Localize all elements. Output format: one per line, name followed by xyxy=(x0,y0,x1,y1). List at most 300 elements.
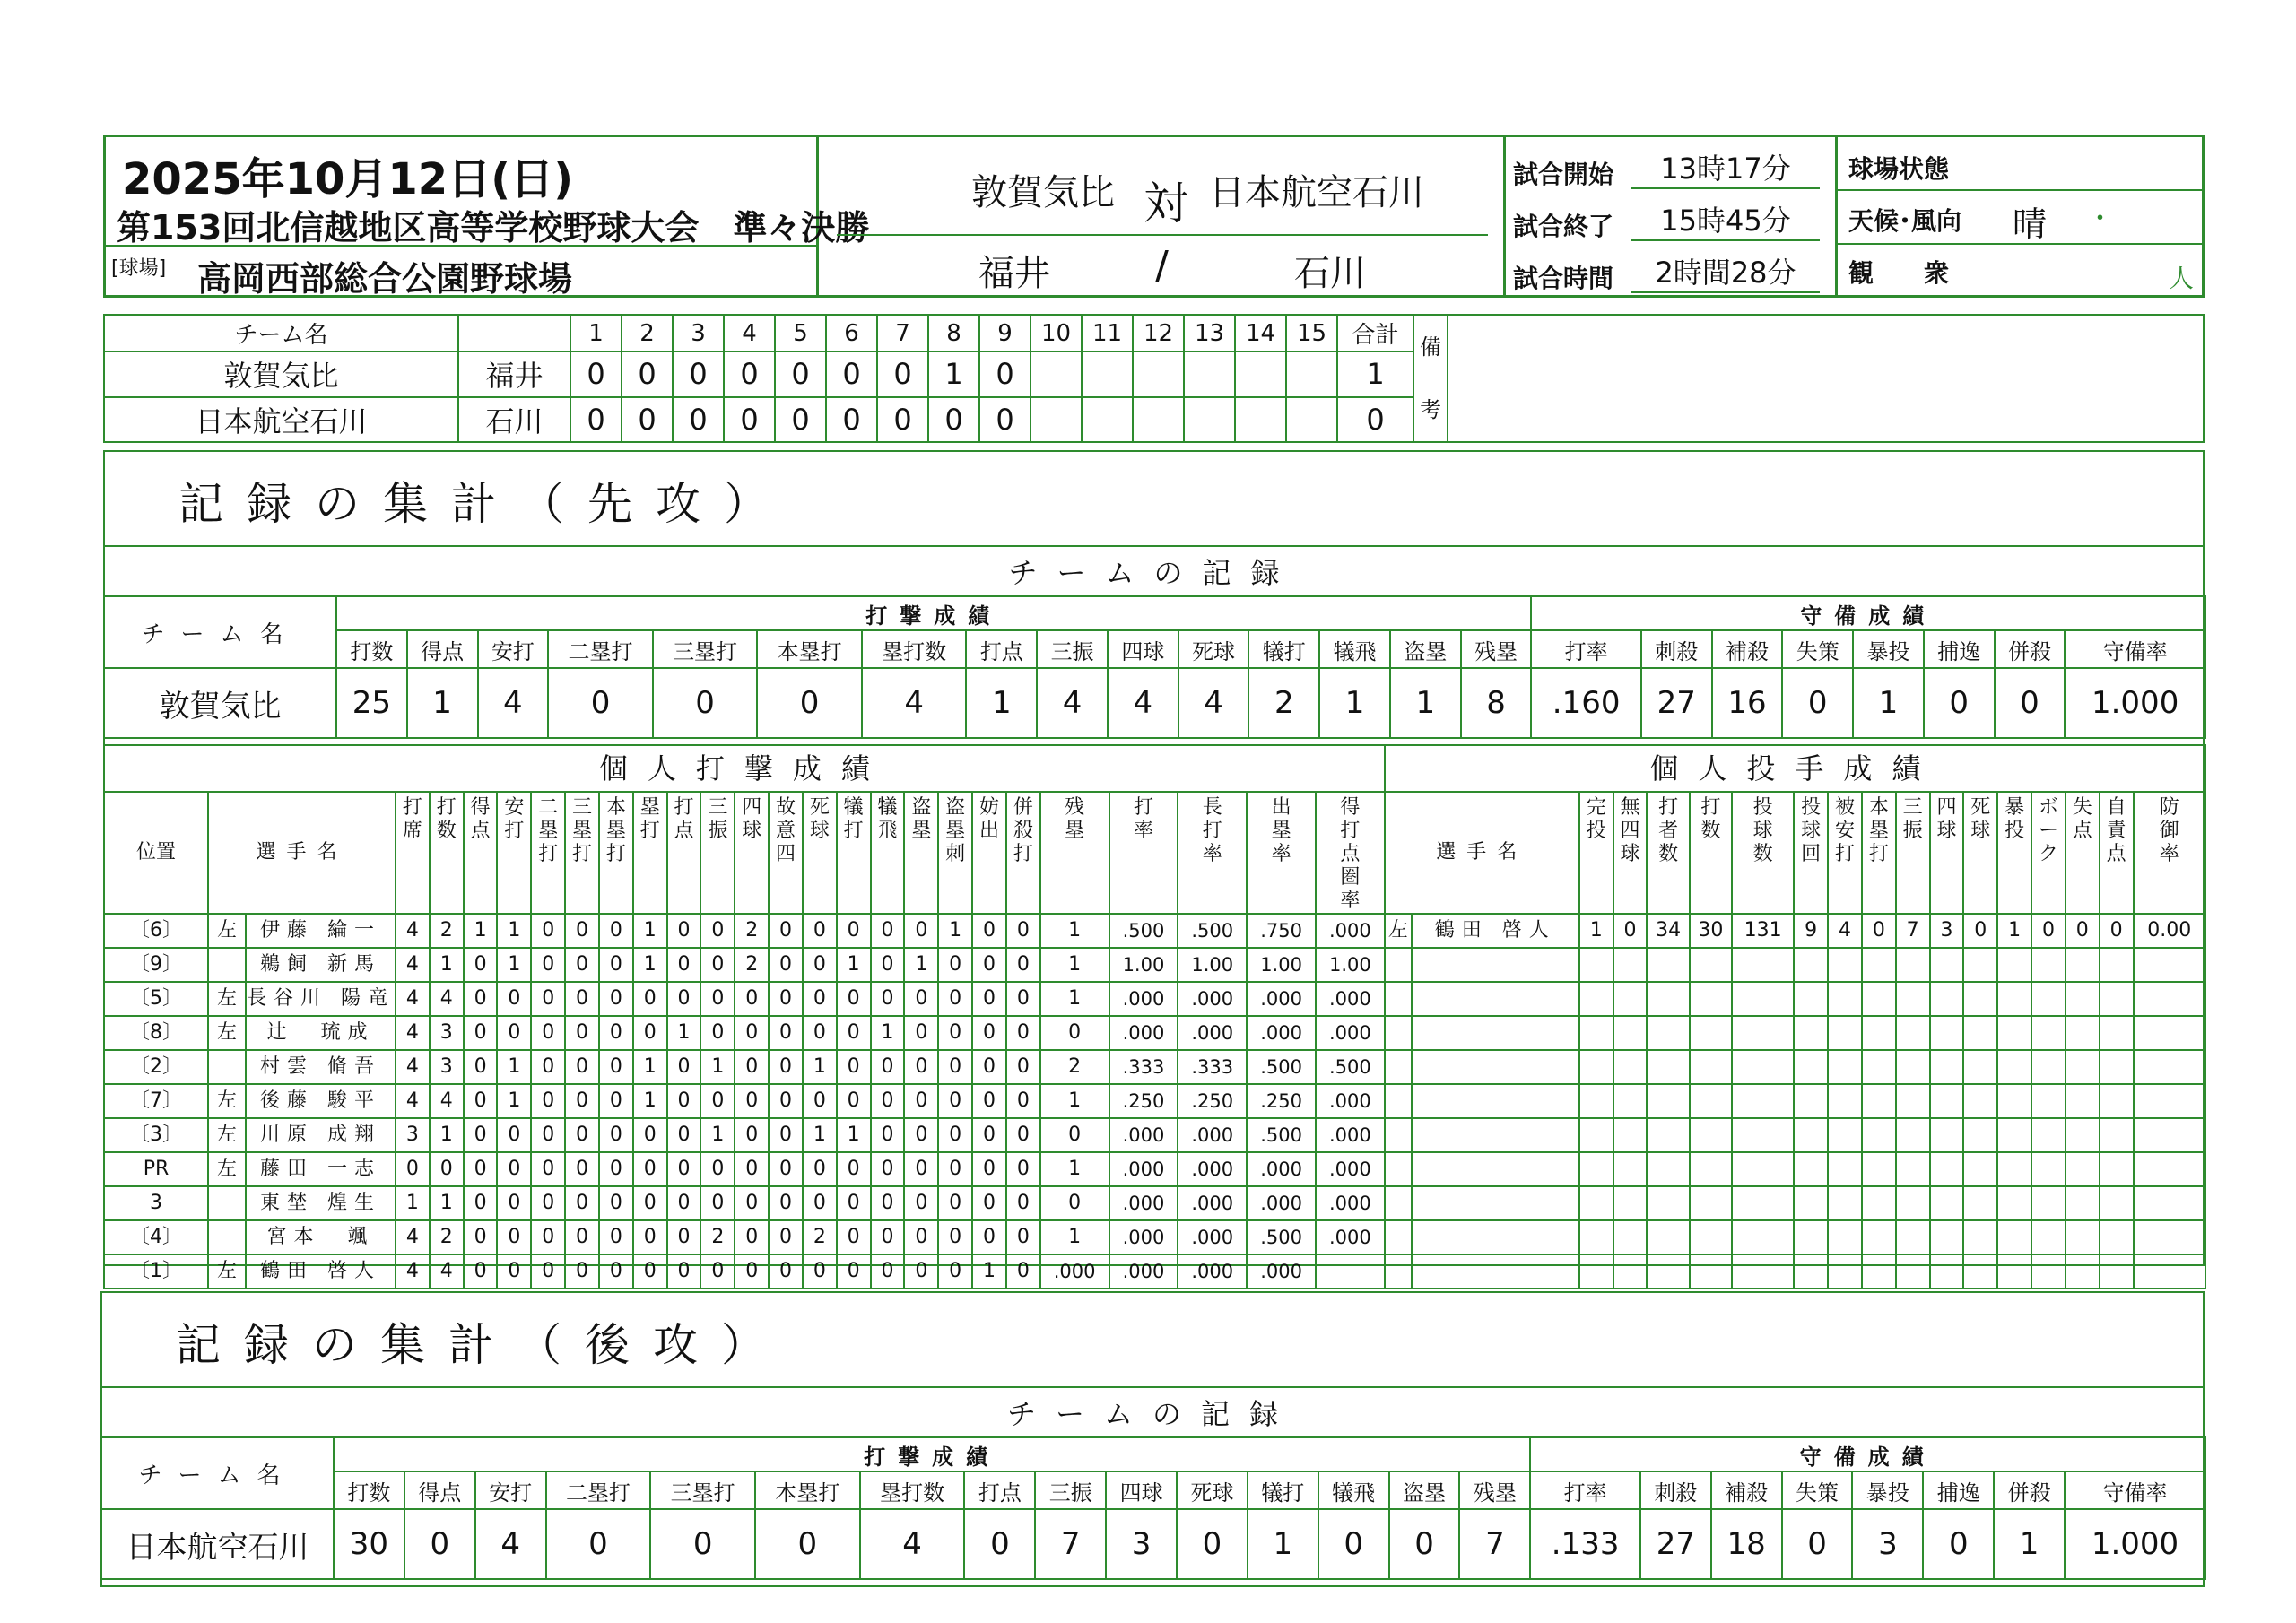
pitching-column-header: 無 四 球 xyxy=(1613,792,1648,914)
stat-column-header: 犠打 xyxy=(1248,1471,1318,1509)
batter-row xyxy=(104,1220,2205,1254)
pitching-column-header: 被 安 打 xyxy=(1828,792,1862,914)
team-stat-value: 0 xyxy=(546,1509,651,1579)
game-header xyxy=(103,135,2205,298)
team-stat-value: 1.000 xyxy=(2065,1509,2205,1579)
batting-stat: 0 xyxy=(633,1220,667,1254)
pitching-stat xyxy=(1647,1118,1689,1152)
pitching-stat xyxy=(2066,1050,2100,1084)
pitching-stat xyxy=(1647,1220,1689,1254)
pitching-stat xyxy=(1896,1084,1930,1118)
pitching-stat xyxy=(1930,948,1964,982)
batting-stat: 0 xyxy=(938,1220,972,1254)
pitcher-hand xyxy=(1385,982,1412,1016)
team-stat-value: 4 xyxy=(1037,668,1108,738)
batting-stat: 0 xyxy=(735,1016,769,1050)
team-name-header: チーム名 xyxy=(101,1437,334,1509)
batting-stat: .000 xyxy=(1040,1254,1109,1289)
batter-name: 宮本 颯 xyxy=(246,1220,396,1254)
pitching-stat xyxy=(1963,1084,1997,1118)
batting-stat: 0 xyxy=(700,1016,735,1050)
pitching-stat xyxy=(1690,1118,1732,1152)
pitching-stat xyxy=(1613,1016,1648,1050)
pitching-stat xyxy=(1647,1050,1689,1084)
pitching-stat xyxy=(2031,1254,2066,1289)
stat-column-header: 打数 xyxy=(334,1471,404,1509)
batting-stat: 0 xyxy=(871,948,905,982)
batting-stat: 0 xyxy=(565,1152,599,1186)
inning-header: 1 xyxy=(570,315,622,352)
batting-stat: 0 xyxy=(599,982,633,1016)
pitching-stat xyxy=(1862,1152,1896,1186)
stat-column-header: 得点 xyxy=(404,1471,475,1509)
batting-stat: 4 xyxy=(396,982,430,1016)
batter-hand xyxy=(208,948,246,982)
pitching-stat xyxy=(1828,1220,1862,1254)
batter-name: 村雲 脩吾 xyxy=(246,1050,396,1084)
batting-stat: 0 xyxy=(904,1152,938,1186)
pitching-stat xyxy=(1862,1050,1896,1084)
divider xyxy=(837,234,1488,236)
stat-column-header: 本塁打 xyxy=(757,630,862,668)
batting-stat: 0 xyxy=(599,1118,633,1152)
batting-stat: 2 xyxy=(430,1220,464,1254)
pitching-stat xyxy=(2100,1254,2134,1289)
team-stat-value: .133 xyxy=(1530,1509,1640,1579)
batting-stat: 0 xyxy=(904,1254,938,1289)
inning-score xyxy=(1082,397,1133,443)
individual-stats-table xyxy=(103,744,2206,1289)
pitching-stat xyxy=(1732,1220,1794,1254)
inning-header: 12 xyxy=(1133,315,1184,352)
pitching-stat xyxy=(1732,1152,1794,1186)
batting-stat: 0 xyxy=(497,1220,531,1254)
batting-stat: 1.00 xyxy=(1316,948,1385,982)
batting-stat: 0 xyxy=(972,914,1006,948)
batting-stat: 0 xyxy=(633,982,667,1016)
inning-score: 0 xyxy=(622,352,673,396)
team1-prefecture: 福井 xyxy=(978,253,1050,294)
team-record-table xyxy=(100,1436,2206,1580)
batting-stat: 0 xyxy=(565,1050,599,1084)
batting-stat: 0 xyxy=(531,1050,565,1084)
pitching-stat xyxy=(1828,1152,1862,1186)
batting-stat: .000 xyxy=(1109,1118,1178,1152)
pitching-stat xyxy=(1690,1254,1732,1289)
stat-column-header: 三塁打 xyxy=(653,630,758,668)
pitching-column-header: 四 球 xyxy=(1930,792,1964,914)
pitching-stat xyxy=(1862,1016,1896,1050)
batting-stat: 4 xyxy=(396,1016,430,1050)
batting-stat: .000 xyxy=(1178,1220,1247,1254)
batter-row xyxy=(104,982,2205,1016)
batting-stat: 0 xyxy=(769,1220,803,1254)
batting-stat: 1 xyxy=(667,1016,701,1050)
pitcher-name xyxy=(1412,1016,1579,1050)
batting-stat: .000 xyxy=(1316,1118,1385,1152)
batting-stat: 0 xyxy=(871,914,905,948)
duration: 2時間28分 xyxy=(1631,250,1820,293)
pitcher-hand xyxy=(1385,1186,1412,1220)
pitching-stat xyxy=(1690,1084,1732,1118)
pitcher-name xyxy=(1412,1118,1579,1152)
pitching-stat xyxy=(1613,982,1648,1016)
stat-column-header: 暴投 xyxy=(1853,630,1924,668)
inning-score xyxy=(1235,352,1286,396)
stat-column-header: 打率 xyxy=(1530,1471,1640,1509)
batter-row xyxy=(104,1016,2205,1050)
stat-column-header: 刺殺 xyxy=(1641,630,1712,668)
batter-name: 辻 琉成 xyxy=(246,1016,396,1050)
batting-stat: 0 xyxy=(1006,1152,1040,1186)
pitching-stat: 0 xyxy=(2031,914,2066,948)
batting-stat: 0 xyxy=(633,1152,667,1186)
batting-stat: 0 xyxy=(1040,1016,1109,1050)
batting-stat: 4 xyxy=(430,1254,464,1289)
pitching-stat xyxy=(1862,1254,1896,1289)
pitching-stat xyxy=(1862,982,1896,1016)
stat-column-header: 死球 xyxy=(1177,1471,1248,1509)
stat-column-header: 二塁打 xyxy=(548,630,653,668)
pitching-column-header: 本 塁 打 xyxy=(1862,792,1896,914)
inning-header: 6 xyxy=(826,315,877,352)
team-name: 日本航空石川 xyxy=(104,397,458,443)
batting-stat: 0 xyxy=(497,1118,531,1152)
team-stat-value: 1 xyxy=(966,668,1037,738)
batting-column-header: 犠 飛 xyxy=(871,792,905,914)
batting-column-header: 打 数 xyxy=(430,792,464,914)
batting-stat: 0 xyxy=(1040,1118,1109,1152)
batting-stat: .250 xyxy=(1109,1084,1178,1118)
pitching-stat xyxy=(1613,1254,1648,1289)
pitching-stat xyxy=(1690,1050,1732,1084)
stat-column-header: 打率 xyxy=(1531,630,1640,668)
team-stat-value: 7 xyxy=(1035,1509,1106,1579)
batting-stat: 4 xyxy=(396,914,430,948)
batting-stat: .000 xyxy=(1316,1152,1385,1186)
batting-stat: 1 xyxy=(1040,914,1109,948)
batter-row xyxy=(104,1084,2205,1118)
batting-stat: 0 xyxy=(599,1084,633,1118)
pitching-stat xyxy=(1732,1254,1794,1289)
batting-stat: 0 xyxy=(531,1152,565,1186)
inning-header: 2 xyxy=(622,315,673,352)
individual-batting-title: 個人打撃成績 xyxy=(104,745,1385,792)
batting-stat: 0 xyxy=(938,1084,972,1118)
pitching-stat xyxy=(1613,1186,1648,1220)
batting-stat: 0 xyxy=(769,1152,803,1186)
batting-stat: 0 xyxy=(1006,948,1040,982)
batting-stat: .000 xyxy=(1247,1186,1316,1220)
pitching-stat xyxy=(1613,1084,1648,1118)
pitching-stat xyxy=(1732,1186,1794,1220)
pitching-stat xyxy=(1963,1016,1997,1050)
batter-row xyxy=(104,948,2205,982)
batting-stat: 0 xyxy=(464,1118,498,1152)
pitching-stat xyxy=(2031,1016,2066,1050)
batting-stat: .500 xyxy=(1109,914,1178,948)
inning-score xyxy=(1082,352,1133,396)
batting-stat: 0 xyxy=(837,1186,871,1220)
pitching-stat xyxy=(1613,1220,1648,1254)
inning-score: 0 xyxy=(673,352,724,396)
inning-score: 0 xyxy=(877,352,928,396)
batting-stat: .000 xyxy=(1109,982,1178,1016)
batting-stat: 0 xyxy=(803,1152,837,1186)
team-stat-value: 4 xyxy=(1108,668,1178,738)
stat-column-header: 犠打 xyxy=(1248,630,1319,668)
batting-stat: 0 xyxy=(938,948,972,982)
pitcher-name-header: 選手名 xyxy=(1385,792,1579,914)
inning-score xyxy=(1031,397,1082,443)
game-date: 2025年10月12日(日) xyxy=(122,154,574,204)
pitching-stat xyxy=(2066,1220,2100,1254)
batting-stat: 0 xyxy=(803,1186,837,1220)
batting-stat: 2 xyxy=(430,914,464,948)
pitching-stat xyxy=(1732,982,1794,1016)
batting-stat: 0 xyxy=(735,1118,769,1152)
pitcher-hand xyxy=(1385,1152,1412,1186)
batting-stat: 0 xyxy=(972,1186,1006,1220)
batting-stat: .333 xyxy=(1109,1050,1178,1084)
batting-stat: 0 xyxy=(837,1152,871,1186)
batter-name: 長谷川 陽竜 xyxy=(246,982,396,1016)
batting-stat: 4 xyxy=(396,1084,430,1118)
pitching-stat xyxy=(1963,1186,1997,1220)
individual-records xyxy=(103,744,2206,1289)
inning-header: 15 xyxy=(1286,315,1337,352)
batting-stat: 0 xyxy=(667,1050,701,1084)
pitching-stat xyxy=(1997,948,2031,982)
batting-stat: 0 xyxy=(531,1186,565,1220)
divider xyxy=(1838,189,2205,191)
pitching-stat xyxy=(2066,1118,2100,1152)
pitching-stat xyxy=(2134,982,2205,1016)
batting-stat: 1 xyxy=(430,948,464,982)
pitching-column-header: 防 御 率 xyxy=(2134,792,2205,914)
pitching-stat: 0 xyxy=(2066,914,2100,948)
crowd-label: 観 衆 xyxy=(1848,258,1950,288)
batter-position: 〔3〕 xyxy=(104,1118,208,1152)
batting-stat: 0 xyxy=(972,982,1006,1016)
batting-stat: .000 xyxy=(1316,1186,1385,1220)
pitching-column-header: 完 投 xyxy=(1579,792,1613,914)
stat-column-header: 盗塁 xyxy=(1390,630,1461,668)
pitching-stat xyxy=(2031,948,2066,982)
inning-score: 0 xyxy=(775,352,826,396)
pitcher-name xyxy=(1412,1084,1579,1118)
batting-stat: 0 xyxy=(938,1016,972,1050)
batter-position: 〔5〕 xyxy=(104,982,208,1016)
stat-column-header: 三塁打 xyxy=(650,1471,755,1509)
batting-stat: 0 xyxy=(837,1254,871,1289)
batting-column-header: 得 点 xyxy=(464,792,498,914)
batting-stat: .000 xyxy=(1109,1220,1178,1254)
batting-stat: 0 xyxy=(531,982,565,1016)
batting-column-header: 盗 塁 xyxy=(904,792,938,914)
field-state-label: 球場状態 xyxy=(1848,154,1950,184)
pitching-stat xyxy=(1963,1220,1997,1254)
pitching-stat xyxy=(2134,1050,2205,1084)
pitching-stat xyxy=(1963,948,1997,982)
inning-score xyxy=(1184,352,1235,396)
batting-stat: 0 xyxy=(667,1084,701,1118)
team-stat-value: 0 xyxy=(964,1509,1035,1579)
batting-stat: 0 xyxy=(667,948,701,982)
pitching-stat xyxy=(1862,1220,1896,1254)
batting-stat: 0 xyxy=(871,1152,905,1186)
batting-stat: 1 xyxy=(430,1118,464,1152)
batting-stat: 3 xyxy=(396,1118,430,1152)
batting-stat: 0 xyxy=(497,982,531,1016)
batting-stat: 0 xyxy=(464,982,498,1016)
batter-name: 藤田 一志 xyxy=(246,1152,396,1186)
team2-name: 日本航空石川 xyxy=(1209,172,1424,213)
pitching-stat xyxy=(1647,1186,1689,1220)
pitching-stat xyxy=(2031,1118,2066,1152)
pitching-stat xyxy=(1647,1084,1689,1118)
batter-position: 〔6〕 xyxy=(104,914,208,948)
team-stat-value: 0 xyxy=(1923,1509,1994,1579)
batting-stat: 0 xyxy=(531,1220,565,1254)
batting-column-header: 三 振 xyxy=(700,792,735,914)
pitching-stat: 4 xyxy=(1828,914,1862,948)
batting-stat: .000 xyxy=(1316,1220,1385,1254)
pitcher-hand xyxy=(1385,1084,1412,1118)
pitching-stat xyxy=(1613,1050,1648,1084)
batting-stat: .000 xyxy=(1178,1186,1247,1220)
batting-stat: 0 xyxy=(531,1254,565,1289)
batting-stat: .333 xyxy=(1178,1050,1247,1084)
pitching-stat xyxy=(1930,1254,1964,1289)
pitching-stat xyxy=(1862,948,1896,982)
team-stat-value: .160 xyxy=(1531,668,1640,738)
stat-column-header: 塁打数 xyxy=(862,630,967,668)
team-stat-value: 30 xyxy=(334,1509,404,1579)
inning-header: 13 xyxy=(1184,315,1235,352)
batting-stat: 1 xyxy=(396,1186,430,1220)
pitching-stat xyxy=(1862,1186,1896,1220)
pitching-stat xyxy=(2066,1152,2100,1186)
batting-stat: 0 xyxy=(667,1220,701,1254)
batting-stat: .000 xyxy=(1247,982,1316,1016)
batting-stat: 1 xyxy=(871,1016,905,1050)
batting-stat: 0 xyxy=(904,1016,938,1050)
pitcher-name xyxy=(1412,1050,1579,1084)
pitching-stat: 30 xyxy=(1690,914,1732,948)
stat-column-header: 守備率 xyxy=(2065,630,2205,668)
team2-prefecture: 石川 xyxy=(1294,253,1366,294)
batting-stat: 0 xyxy=(904,1050,938,1084)
pitching-stat xyxy=(2100,1050,2134,1084)
batting-stat: 0 xyxy=(871,1118,905,1152)
weather-value: 晴 xyxy=(2013,204,2048,244)
pitching-stat xyxy=(1647,982,1689,1016)
line-score xyxy=(103,314,2205,443)
team-stat-value: 4 xyxy=(478,668,549,738)
batting-stat: 0 xyxy=(735,1152,769,1186)
batting-stat: .500 xyxy=(1247,1050,1316,1084)
pitching-stat xyxy=(1997,1050,2031,1084)
fielding-header: 守備成績 xyxy=(1531,596,2205,630)
team-stat-value: 3 xyxy=(1852,1509,1923,1579)
inning-score: 0 xyxy=(928,397,979,443)
team-stat-value: 0 xyxy=(653,668,758,738)
batting-stat: 0 xyxy=(700,914,735,948)
pitching-stat xyxy=(2100,1016,2134,1050)
team-stat-value: 0 xyxy=(1318,1509,1389,1579)
stat-column-header: 四球 xyxy=(1106,1471,1177,1509)
batting-column-header: 三 塁 打 xyxy=(565,792,599,914)
batting-stat: 0 xyxy=(1006,1084,1040,1118)
pitching-stat xyxy=(2031,982,2066,1016)
team-stat-value: 0 xyxy=(404,1509,475,1579)
pitching-stat xyxy=(1613,948,1648,982)
batter-row xyxy=(104,914,2205,948)
pitching-stat xyxy=(2031,1084,2066,1118)
pitching-stat xyxy=(2134,1016,2205,1050)
stat-column-header: 打数 xyxy=(336,630,407,668)
batter-hand: 左 xyxy=(208,982,246,1016)
batting-stat: 0 xyxy=(938,1186,972,1220)
pitching-stat xyxy=(1828,1050,1862,1084)
batting-column-header: 安 打 xyxy=(497,792,531,914)
pitching-stat xyxy=(1794,1050,1828,1084)
batting-stat: 0 xyxy=(871,1186,905,1220)
notes-label: 備 考 xyxy=(1413,315,1448,442)
team-stat-value: 0 xyxy=(1389,1509,1460,1579)
batting-stat: 0 xyxy=(599,1016,633,1050)
batting-stat: 0 xyxy=(769,1050,803,1084)
batter-name: 鵜飼 新馬 xyxy=(246,948,396,982)
batting-stat: 4 xyxy=(430,982,464,1016)
pitching-stat xyxy=(1579,1050,1613,1084)
batting-stat: 0 xyxy=(837,1084,871,1118)
pitching-stat xyxy=(1828,1016,1862,1050)
team-name: 敦賀気比 xyxy=(104,668,336,738)
inning-score xyxy=(1286,352,1337,396)
pitching-column-header: 死 球 xyxy=(1963,792,1997,914)
batting-stat: 0 xyxy=(803,1254,837,1289)
inning-header: 3 xyxy=(673,315,724,352)
pitching-stat xyxy=(1579,948,1613,982)
section-title: 記録の集計（先攻） xyxy=(178,478,792,530)
batting-stat: .000 xyxy=(1247,1152,1316,1186)
team-stat-value: 27 xyxy=(1641,668,1712,738)
pitcher-hand xyxy=(1385,1220,1412,1254)
pitching-stat xyxy=(2100,1152,2134,1186)
wind-value: ･ xyxy=(2093,204,2107,235)
batting-stat: .000 xyxy=(1316,914,1385,948)
inning-score xyxy=(1235,397,1286,443)
batter-name: 川原 成翔 xyxy=(246,1118,396,1152)
batting-stat: 0 xyxy=(700,982,735,1016)
pitching-stat xyxy=(1579,1118,1613,1152)
batting-stat: 0 xyxy=(904,1186,938,1220)
pitcher-hand xyxy=(1385,1050,1412,1084)
batting-stat: 4 xyxy=(396,1050,430,1084)
pitching-stat xyxy=(1930,1016,1964,1050)
batting-stat: 2 xyxy=(1040,1050,1109,1084)
batting-stat: 0 xyxy=(531,1084,565,1118)
batter-name: 伊藤 綸一 xyxy=(246,914,396,948)
team-stat-value: 8 xyxy=(1461,668,1532,738)
pitcher-name xyxy=(1412,1152,1579,1186)
batting-stat: 1 xyxy=(700,1118,735,1152)
divider xyxy=(1838,243,2205,245)
batting-stat: 0 xyxy=(599,1186,633,1220)
batting-stat: .000 xyxy=(1178,1254,1247,1289)
